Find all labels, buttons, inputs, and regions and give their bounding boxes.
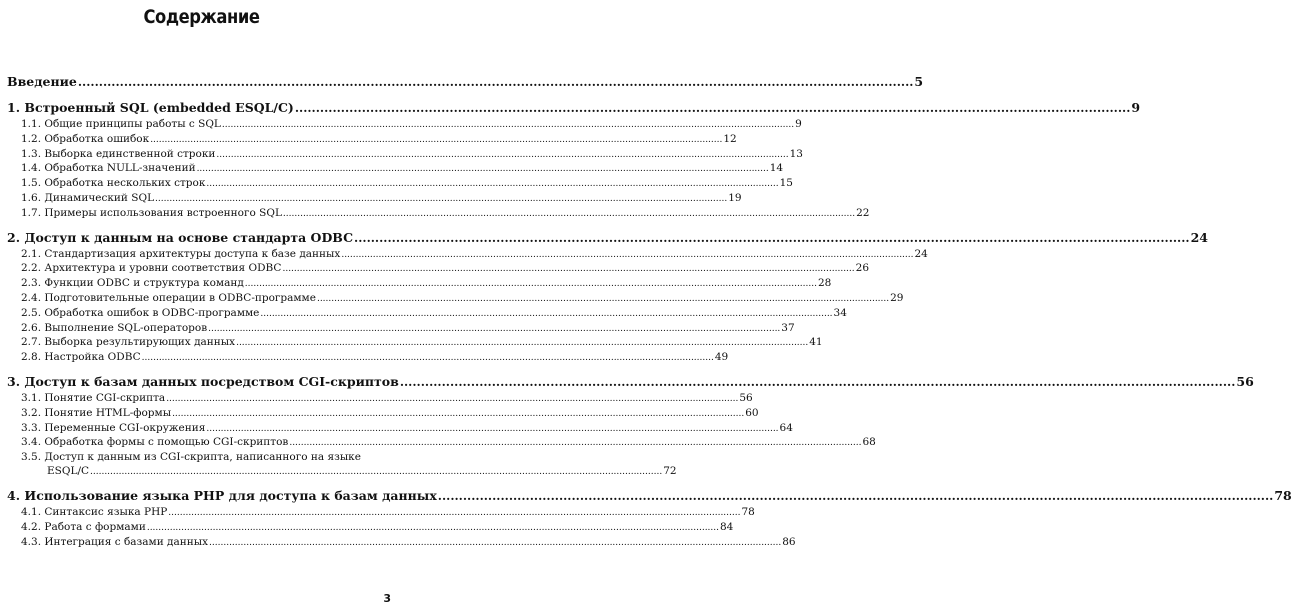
toc-label: 4. Использование языка PHP для доступа к базам данных (7, 488, 437, 504)
table-of-contents (7, 72, 1292, 550)
leader-dots (206, 177, 778, 192)
leader-dots (147, 521, 719, 536)
leader-dots (289, 436, 861, 451)
toc-page: 29 (890, 291, 904, 304)
leader-dots (341, 248, 913, 263)
leader-dots (206, 422, 778, 437)
leader-dots (438, 487, 1274, 506)
toc-page: 26 (855, 262, 870, 275)
toc-label: 4.1. Синтаксис языка PHP (21, 506, 168, 519)
toc-label: 1.4. Обработка NULL-значений (21, 162, 196, 175)
toc-page: 22 (856, 206, 870, 219)
toc-page: 60 (745, 406, 759, 419)
toc-page: 34 (833, 306, 847, 319)
toc-section (7, 306, 847, 321)
toc-page: 64 (779, 421, 793, 434)
toc-label: 2. Доступ к данным на основе стандарта ODBC (7, 229, 354, 245)
page-number: 3 (383, 592, 391, 605)
toc-page: 24 (914, 247, 928, 260)
toc-label: 2.7. Выборка результирующих данных (21, 336, 236, 349)
toc-label: 3. Доступ к базам данных посредством CGI-скриптов (7, 373, 399, 389)
toc-section (7, 350, 729, 365)
toc-label: 4.3. Интеграция с базами данных (21, 535, 209, 548)
toc-section (7, 535, 796, 550)
leader-dots (155, 192, 727, 207)
toc-section (7, 520, 734, 535)
toc-label: 2.8. Настройка ODBC (21, 351, 141, 364)
leader-dots (245, 277, 817, 292)
toc-section-multiline (7, 450, 677, 479)
toc-section (7, 132, 737, 147)
toc-page: 9 (795, 118, 802, 130)
toc-page: 78 (1274, 488, 1292, 504)
toc-page: 28 (817, 277, 832, 290)
toc-page: 15 (779, 177, 793, 190)
leader-dots (90, 465, 662, 479)
toc-page: 12 (723, 132, 737, 145)
leader-dots (168, 506, 740, 521)
toc-label: 1.2. Обработка ошибок (21, 132, 150, 145)
leader-dots (78, 73, 914, 92)
toc-intro (7, 72, 924, 91)
toc-section (7, 161, 784, 176)
toc-label: 2.6. Выполнение SQL-операторов (21, 321, 208, 334)
toc-page: 86 (782, 535, 796, 548)
toc-chapter-4 (7, 486, 1292, 505)
toc-page: 19 (728, 191, 742, 204)
toc-page: 9 (1131, 100, 1141, 115)
toc-label: 1.1. Общие принципы работы с SQL (21, 118, 221, 130)
toc-label: 4.2. Работа с формами (21, 520, 146, 533)
toc-label: 2.2. Архитектура и уровни соответствия ODBC (21, 262, 282, 275)
toc-label: 3.2. Понятие HTML-формы (21, 406, 172, 419)
toc-section (7, 261, 870, 276)
leader-dots (282, 262, 854, 277)
leader-dots (283, 207, 855, 222)
toc-chapter-1 (7, 98, 1141, 117)
toc-section (7, 176, 793, 191)
toc-page: 14 (769, 162, 784, 175)
toc-label: 1.7. Примеры использования встроенного SQL (21, 206, 282, 219)
leader-dots (295, 99, 1131, 118)
toc-chapter-2 (7, 228, 1208, 247)
toc-page: 68 (862, 436, 876, 449)
toc-chapter-3 (7, 372, 1254, 391)
toc-page: 41 (809, 336, 823, 349)
toc-label: 2.4. Подготовительные операции в ODBC-программе (21, 291, 316, 304)
toc-label: 3.4. Обработка формы с помощью CGI-скриптов (21, 436, 289, 449)
toc-page: 5 (914, 74, 924, 89)
toc-section (7, 421, 793, 436)
leader-dots (197, 162, 769, 177)
toc-label: 2.1. Стандартизация архитектуры доступа к базе данных (21, 247, 341, 260)
toc-section (7, 117, 802, 132)
leader-dots (208, 322, 780, 337)
toc-label: 1.5. Обработка нескольких строк (21, 177, 206, 190)
toc-page: 56 (739, 391, 753, 404)
toc-section (7, 206, 870, 221)
toc-section (7, 406, 759, 421)
toc-section (7, 391, 753, 406)
leader-dots (260, 307, 832, 322)
toc-label-continuation: ESQL/C (47, 465, 90, 478)
leader-dots (172, 407, 744, 422)
toc-label: Введение (7, 74, 77, 89)
toc-section (7, 335, 823, 350)
toc-label: 3.3. Переменные CGI-окружения (21, 421, 206, 434)
toc-label: 2.5. Обработка ошибок в ODBC-программе (21, 306, 260, 319)
toc-label: 3.1. Понятие CGI-скрипта (21, 391, 166, 404)
leader-dots (216, 148, 788, 163)
leader-dots (166, 392, 738, 407)
toc-page: 56 (1236, 373, 1254, 389)
page-title: Содержание (143, 6, 260, 28)
toc-section (7, 247, 928, 262)
leader-dots (150, 133, 722, 148)
toc-page: 24 (1190, 229, 1208, 245)
toc-section (7, 191, 742, 206)
leader-dots (317, 292, 889, 307)
leader-dots (354, 229, 1190, 248)
toc-label: 2.3. Функции ODBC и структура команд (21, 277, 244, 290)
toc-page: 49 (714, 351, 729, 364)
leader-dots (142, 351, 714, 366)
toc-section (7, 321, 795, 336)
toc-page: 84 (720, 520, 734, 533)
toc-label: 1.3. Выборка единственной строки (21, 147, 216, 160)
leader-dots (209, 536, 781, 551)
leader-dots (236, 336, 808, 351)
toc-section (7, 147, 803, 162)
toc-page: 78 (741, 506, 755, 519)
toc-label: 1. Встроенный SQL (embedded ESQL/C) (7, 100, 294, 115)
toc-section (7, 291, 904, 306)
toc-page: 37 (781, 321, 795, 334)
toc-section (7, 505, 755, 520)
leader-dots (222, 118, 794, 133)
toc-page: 72 (663, 465, 677, 478)
leader-dots (400, 373, 1236, 392)
toc-section (7, 435, 876, 450)
toc-page: 13 (789, 147, 803, 160)
toc-section (7, 276, 832, 291)
toc-label: 3.5. Доступ к данным из CGI-скрипта, написанного на языке (21, 451, 361, 464)
toc-label: 1.6. Динамический SQL (21, 191, 155, 204)
